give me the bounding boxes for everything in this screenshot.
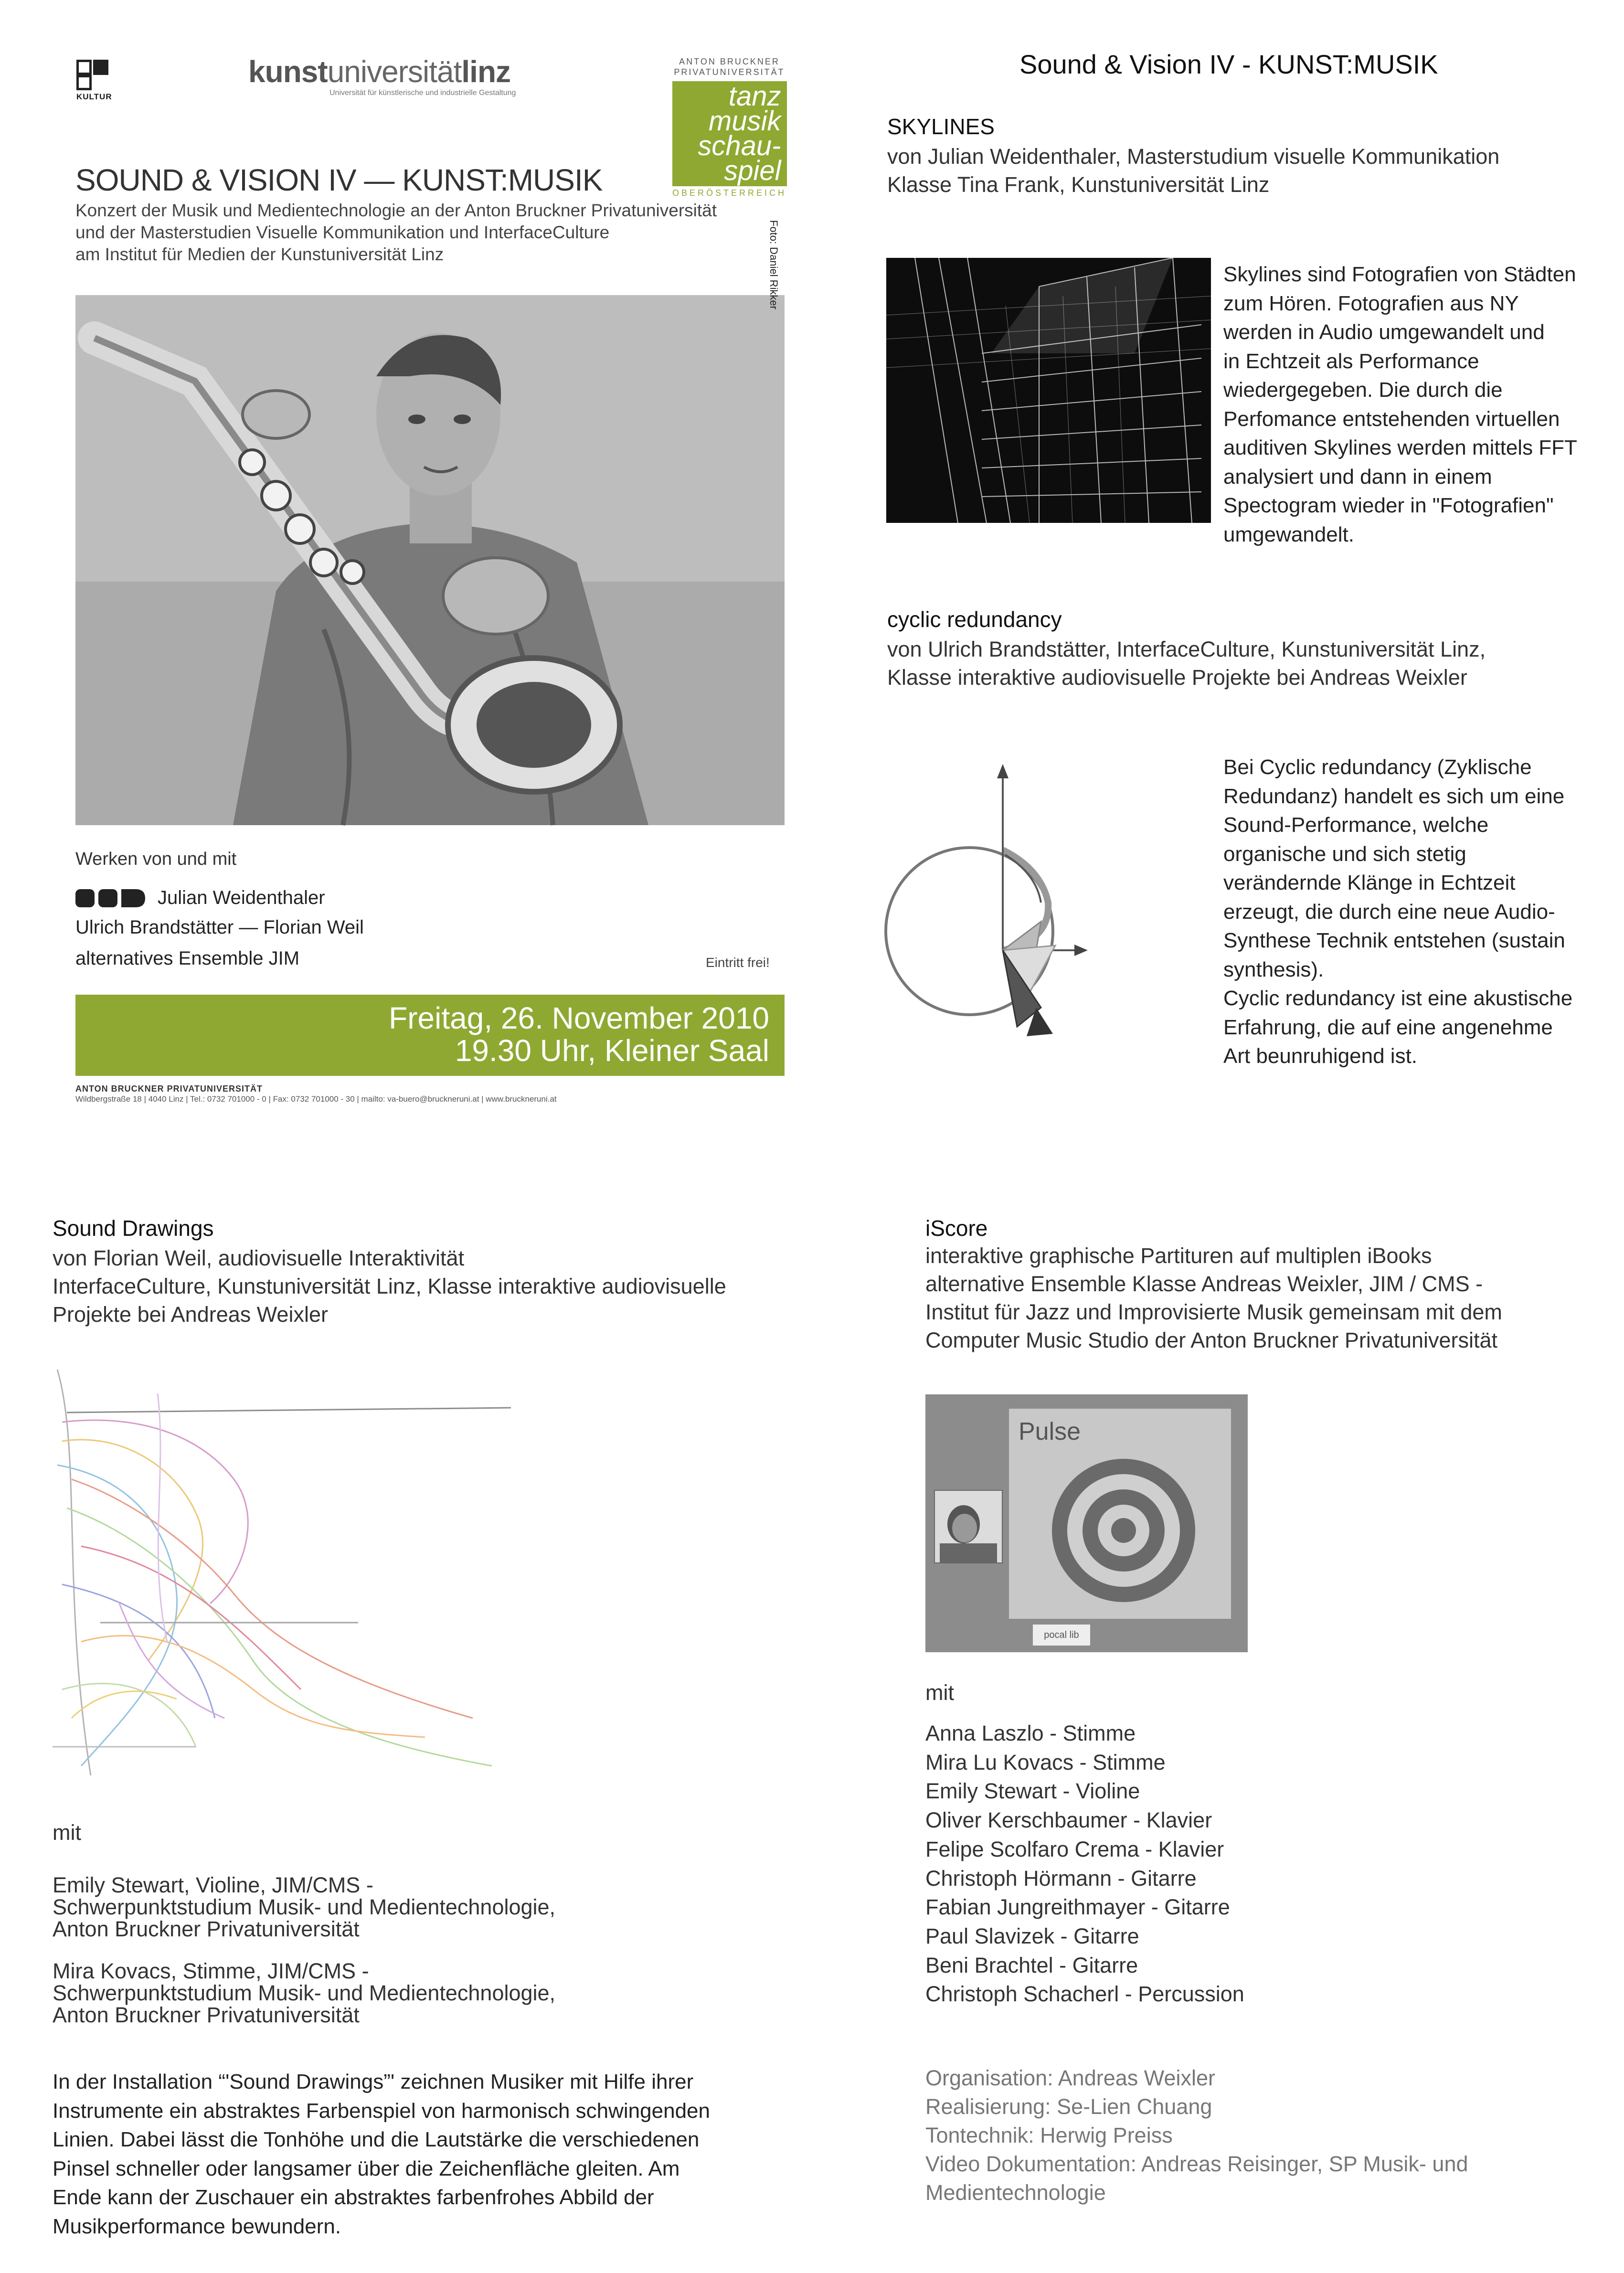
skylines-title: SKYLINES [887,114,995,139]
bruckner-logo [671,56,788,198]
logo-word-schau: schau- [698,130,781,161]
footer-institution: ANTON BRUCKNER PRIVATUNIVERSITÄT [75,1084,263,1094]
iscore-subtitle [925,1242,1502,1354]
event-time-venue: 19.30 Uhr, Kleiner Saal [455,1033,769,1068]
works-label: Werken von und mit [75,849,237,869]
logo-word-musik: musik [709,106,781,137]
skylines-image [886,258,1211,523]
sound-drawings-desc-line: Pinsel schneller oder langsamer über die Zeichenfläche gleiten. Am [53,2156,680,2180]
skylines-desc-line: Skylines sind Fotografien von Städten [1223,263,1576,286]
credit-line: Video Dokumentation: Andreas Reisinger, SP Musik- und [925,2152,1468,2176]
bruckner-logo-bottom: OBERÖSTERREICH [672,188,787,198]
sound-drawings-desc-line: In der Installation “'Sound Drawings”' zeichnen Musiker mit Hilfe ihrer [53,2070,694,2093]
skylines-subtitle [887,142,1499,199]
cyclic-subtitle-line: von Ulrich Brandstätter, InterfaceCulture, Kunstuniversität Linz, [887,637,1486,661]
pulse-target-icon [1047,1454,1200,1607]
logo-part-universitaet: universität [327,54,462,89]
footer-address: Wildbergstraße 18 | 4040 Linz | Tel.: 0732 701000 - 0 | Fax: 0732 701000 - 30 | mailto: va-buero@bruckneruni.at | www.bruckneruni.at [75,1094,557,1104]
iscore-performer: Fabian Jungreithmayer - Gitarre [925,1895,1230,1920]
cyclic-desc-line: Bei Cyclic redundancy (Zyklische [1223,755,1532,779]
performer1-line: Emily Stewart, Violine, JIM/CMS - [53,1873,373,1897]
cyclic-desc-line: Cyclic redundancy ist eine akustische [1223,987,1573,1010]
iscore-title: iScore [925,1216,988,1241]
sound-drawings-image [53,1355,511,1786]
sound-drawings-mit-label: mit [53,1820,81,1845]
cyclic-desc-line: Sound-Performance, welche [1223,813,1489,837]
kultur-logo-label: KULTUR [76,92,112,101]
saxophonist-illustration [75,295,785,825]
iscore-performer: Christoph Schacherl - Percussion [925,1982,1244,2007]
kunstuniversitaet-logo [248,56,516,97]
performer1-line: Schwerpunktstudium Musik- und Medientechnologie, [53,1895,556,1919]
iscore-performer: Emily Stewart - Violine [925,1779,1140,1804]
iscore-performer: Paul Slavizek - Gitarre [925,1923,1139,1948]
sound-drawings-desc-line: Linien. Dabei lässt die Tonhöhe und die Lautstärke die verschiedenen [53,2128,700,2151]
skylines-desc-line: auditiven Skylines werden mittels FFT [1223,436,1577,459]
ensemble-jim: alternatives Ensemble JIM [75,948,300,969]
poster-intro [75,200,717,266]
poster-title: SOUND & VISION IV — KUNST:MUSIK [75,163,603,197]
bruckner-logo-top1: ANTON BRUCKNER [679,57,780,66]
iscore-pulse-panel [1009,1409,1231,1619]
document-title: Sound & Vision IV - KUNST:MUSIK [1019,49,1438,79]
kultur-logo [76,60,117,102]
sound-drawings-subtitle-line: Projekte bei Andreas Weixler [53,1302,328,1327]
cyclic-desc-line: synthesis). [1223,957,1324,981]
photo-credit: Foto: Daniel Rikker [768,220,780,309]
skylines-desc-line: umgewandelt. [1223,522,1354,546]
sound-drawings-subtitle-line: InterfaceCulture, Kunstuniversität Linz, Klasse interaktive audiovisuelle [53,1274,726,1298]
iscore-subtitle-line: interaktive graphische Partituren auf multiplen iBooks [925,1243,1432,1268]
iscore-performer-list [925,1719,1244,2009]
skylines-desc-line: Perfomance entstehenden virtuellen [1223,407,1560,431]
skylines-desc-line: werden in Audio umgewandelt und [1223,320,1545,344]
sound-drawings-subtitle-line: von Florian Weil, audiovisuelle Interaktivität [53,1246,465,1270]
cyclic-title: cyclic redundancy [887,607,1062,632]
cyclic-description [1223,753,1572,1071]
pulse-label: Pulse [1019,1418,1081,1445]
event-date-band [75,995,785,1076]
sound-drawings-description [53,2068,710,2241]
performer2-line: Mira Kovacs, Stimme, JIM/CMS - [53,1959,369,1983]
skylines-desc-line: zum Hören. Fotografien aus NY [1223,291,1519,315]
iscore-screenshot [925,1394,1248,1652]
performer2-line: Anton Bruckner Privatuniversität [53,2003,360,2027]
iscore-performer: Oliver Kerschbaumer - Klavier [925,1808,1212,1833]
skylines-desc-line: wiedergegeben. Die durch die [1223,378,1503,402]
jjd-logo-icon [75,889,147,907]
sound-drawings-subtitle [53,1244,726,1328]
logo-part-linz: linz [461,54,511,89]
performer2-line: Schwerpunktstudium Musik- und Medientechnologie, [53,1981,556,2005]
performer-emily-stewart [53,1874,555,1940]
iscore-performer: Felipe Scolfaro Crema - Klavier [925,1837,1224,1861]
cyclic-desc-line: Synthese Technik entstehen (sustain [1223,929,1565,952]
credit-line: Tontechnik: Herwig Preiss [925,2123,1173,2147]
cyclic-desc-line: Art beunruhigend ist. [1223,1044,1418,1068]
iscore-performer: Anna Laszlo - Stimme [925,1721,1136,1745]
poster-intro-line: Konzert der Musik und Medientechnologie an der Anton Bruckner Privatuniversität [75,201,717,220]
cyclic-subtitle-line: Klasse interaktive audiovisuelle Projekte bei Andreas Weixler [887,665,1467,690]
performer-avatar [934,1490,1003,1563]
event-date: Freitag, 26. November 2010 [389,1001,769,1035]
bruckner-logo-box [672,81,787,186]
credit-line: Medientechnologie [925,2180,1106,2205]
skylines-desc-line: in Echtzeit als Performance [1223,349,1479,373]
sound-drawings-title: Sound Drawings [53,1216,214,1241]
credit-line: Realisierung: Se-Lien Chuang [925,2094,1212,2119]
cyclic-desc-line: erzeugt, die durch eine neue Audio- [1223,900,1555,924]
cyclic-subtitle [887,635,1486,691]
poster-intro-line: und der Masterstudien Visuelle Kommunikation und InterfaceCulture [75,223,610,242]
cyclic-desc-line: organische und sich stetig [1223,842,1466,866]
bruckner-logo-top2: PRIVATUNIVERSITÄT [674,67,785,77]
skylines-subtitle-line: von Julian Weidenthaler, Masterstudium visuelle Kommunikation [887,144,1500,169]
cyclic-redundancy-diagram [883,759,1089,1055]
iscore-credits [925,2064,1468,2207]
cyclic-desc-line: Redundanz) handelt es sich um eine [1223,784,1565,808]
iscore-subtitle-line: alternative Ensemble Klasse Andreas Weixler, JIM / CMS - [925,1272,1483,1296]
iscore-mit-label: mit [925,1680,954,1705]
skylines-desc-line: analysiert und dann in einem [1223,465,1492,489]
iscore-performer: Mira Lu Kovacs - Stimme [925,1750,1166,1774]
sound-drawings-desc-line: Musikperformance bewundern. [53,2214,341,2238]
skylines-description [1223,260,1577,549]
pocal-lib-button[interactable]: pocal lib [1033,1625,1090,1646]
poster-intro-line: am Institut für Medien der Kunstuniversität Linz [75,244,444,264]
performer1-line: Anton Bruckner Privatuniversität [53,1917,360,1941]
cyclic-desc-line: Erfahrung, die auf eine angenehme [1223,1015,1553,1039]
logo-word-tanz: tanz [728,81,781,112]
artist-julian-weidenthaler: Julian Weidenthaler [158,887,325,908]
free-entry: Eintritt frei! [706,955,770,970]
iscore-subtitle-line: Institut für Jazz und Improvisierte Musik gemeinsam mit dem [925,1300,1502,1324]
sound-drawings-desc-line: Ende kann der Zuschauer ein abstraktes farbenfrohes Abbild der [53,2186,654,2209]
cyclic-desc-line: verändernde Klänge in Echtzeit [1223,871,1516,894]
skylines-spectrogram-graphic [886,258,1211,523]
skylines-subtitle-line: Klasse Tina Frank, Kunstuniversität Linz [887,172,1270,197]
logo-word-spiel: spiel [724,155,781,186]
iscore-performer: Christoph Hörmann - Gitarre [925,1866,1197,1891]
credit-line: Organisation: Andreas Weixler [925,2066,1215,2090]
artists-brandstaetter-weil: Ulrich Brandstätter — Florian Weil [75,917,364,938]
logo-tagline: Universität für künstlerische und industrielle Gestaltung [329,89,516,97]
performer-mira-kovacs [53,1960,555,2026]
sound-drawings-desc-line: Instrumente ein abstraktes Farbenspiel von harmonisch schwingenden [53,2099,710,2123]
logo-part-kunst: kunst [248,54,328,89]
iscore-subtitle-line: Computer Music Studio der Anton Bruckner Privatuniversität [925,1328,1498,1352]
iscore-performer: Beni Brachtel - Gitarre [925,1953,1138,1977]
skylines-desc-line: Spectogram wieder in "Fotografien" [1223,494,1554,517]
